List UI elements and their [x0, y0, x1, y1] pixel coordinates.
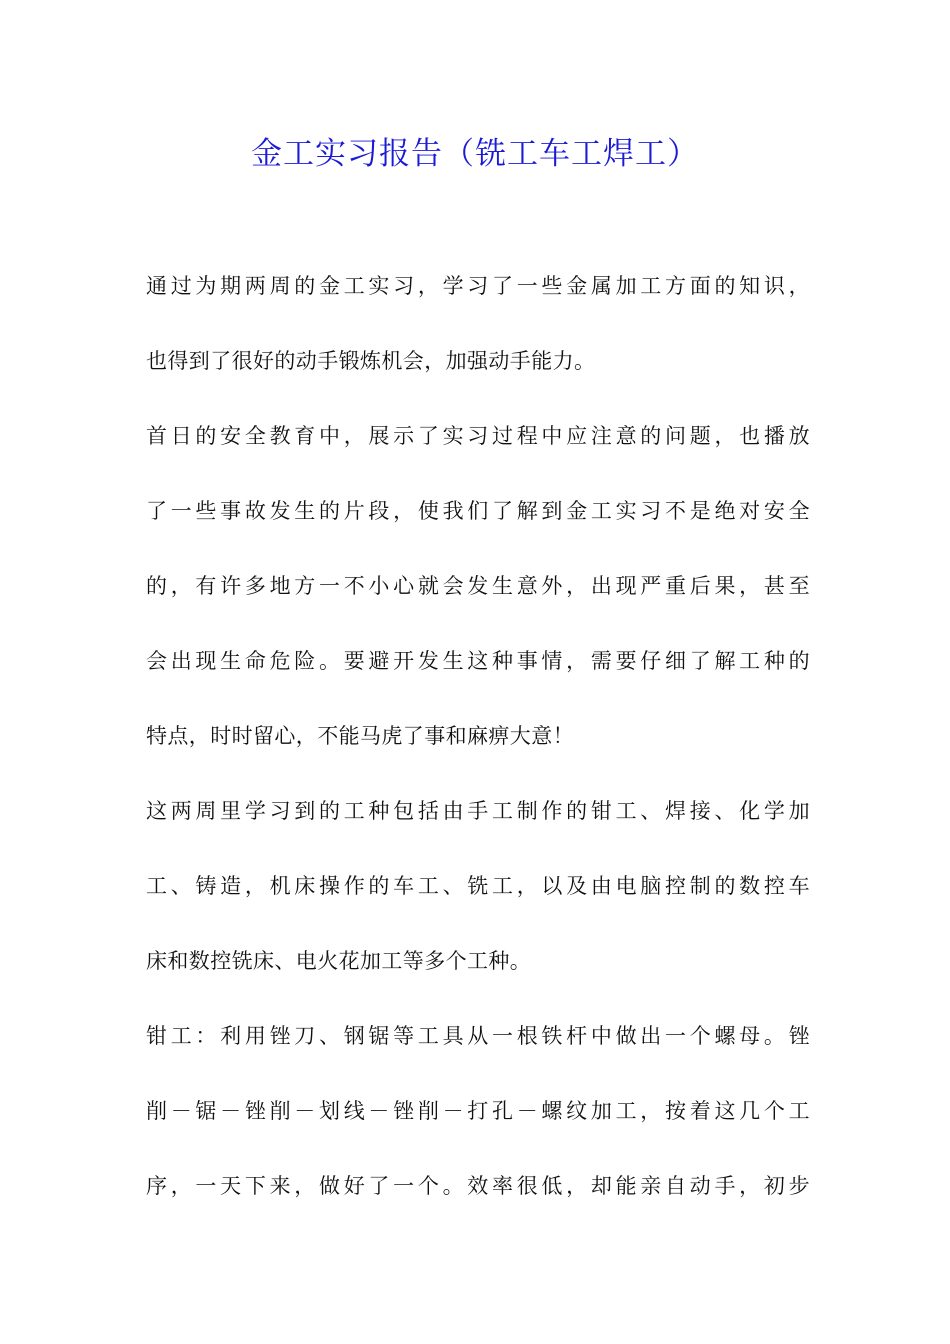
text-line: 床和数控铣床、电火花加工等多个工种。: [146, 949, 532, 973]
text-line: 的，有许多地方一不小心就会发生意外，出现严重后果，甚至: [146, 574, 810, 598]
text-line: 钳工：利用锉刀、钢锯等工具从一根铁杆中做出一个螺母。锉: [146, 1024, 810, 1048]
text-line: 这两周里学习到的工种包括由手工制作的钳工、焊接、化学加: [146, 799, 810, 823]
document-body: [146, 262, 810, 1237]
text-line: 工、铸造，机床操作的车工、铣工，以及由电脑控制的数控车: [146, 874, 810, 898]
text-line: 序，一天下来，做好了一个。效率很低，却能亲自动手，初步: [146, 1174, 810, 1198]
text-line: 也得到了很好的动手锻炼机会，加强动手能力。: [146, 349, 596, 373]
document-title: 金工实习报告（铣工车工焊工）: [251, 136, 699, 172]
text-line: 通过为期两周的金工实习，学习了一些金属加工方面的知识，: [146, 274, 810, 298]
text-line: 首日的安全教育中，展示了实习过程中应注意的问题，也播放: [146, 424, 810, 448]
text-line: 削－锯－锉削－划线－锉削－打孔－螺纹加工，按着这几个工: [146, 1099, 810, 1123]
text-line: 了一些事故发生的片段，使我们了解到金工实习不是绝对安全: [146, 499, 810, 523]
text-line: 会出现生命危险。要避开发生这种事情，需要仔细了解工种的: [146, 649, 810, 673]
text-line: 特点，时时留心，不能马虎了事和麻痹大意！: [146, 724, 574, 748]
